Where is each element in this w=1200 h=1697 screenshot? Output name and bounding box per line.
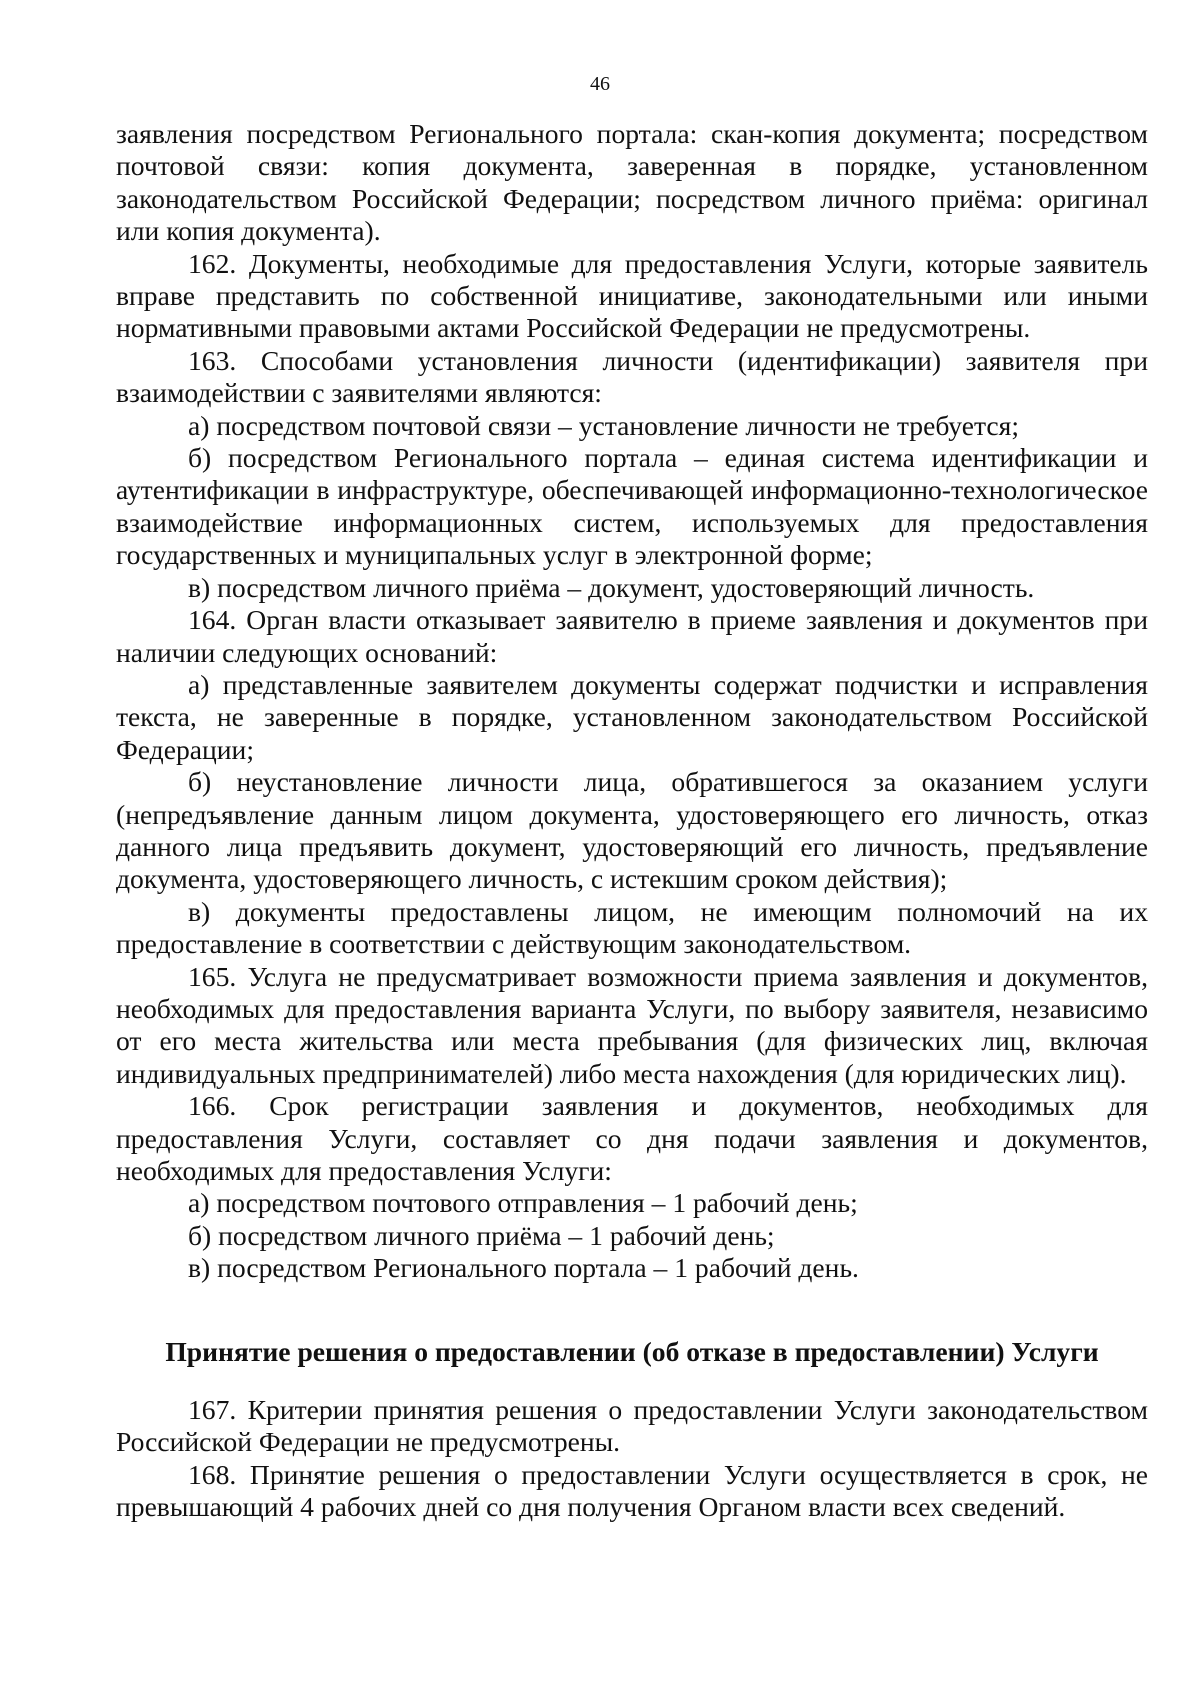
section-heading: Принятие решения о предоставлении (об отказе в предоставлении) Услуги — [165, 1335, 1099, 1367]
paragraph: 163. Способами установления личности (идентификации) заявителя при взаимодействии с заявителями являются: — [116, 344, 1148, 409]
paragraph: 168. Принятие решения о предоставлении Услуги осуществляется в срок, не превышающий 4 рабочих дней со дня получения Органом власти всех сведений. — [116, 1458, 1148, 1523]
paragraph: а) посредством почтовой связи – установление личности не требуется; — [188, 409, 1019, 441]
paragraph: б) неустановление личности лица, обратившегося за оказанием услуги (непредъявление данным лицом документа, удостоверяющего его личность, отказ данного лица предъявить документ, удостоверяющий его личность, предъявление документа, удостоверяющего личность, с истекшим сроком действия); — [116, 766, 1148, 895]
paragraphs-after-heading — [116, 1394, 1148, 1524]
paragraph: 165. Услуга не предусматривает возможности приема заявления и документов, необходимых для предоставления варианта Услуги, по выбору заявителя, независимо от его места жительства или места пребывания (для физических лиц, включая индивидуальных предпринимателей) либо места нахождения (для юридических лиц). — [116, 960, 1148, 1089]
paragraph: 167. Критерии принятия решения о предоставлении Услуги законодательством Российской Федерации не предусмотрены. — [116, 1394, 1148, 1458]
document-body — [116, 118, 1148, 1524]
paragraph: 164. Орган власти отказывает заявителю в приеме заявления и документов при наличии следующих оснований: — [116, 604, 1148, 668]
paragraph: в) посредством Регионального портала – 1 рабочий день. — [188, 1252, 859, 1284]
paragraphs-before-heading — [116, 118, 1148, 1285]
paragraph: 162. Документы, необходимые для предоставления Услуги, которые заявитель вправе представить по собственной инициативе, законодательными или иными нормативными правовыми актами Российской Федерации не предусмотрены. — [116, 247, 1148, 344]
paragraph: а) посредством почтового отправления – 1 рабочий день; — [188, 1187, 858, 1219]
paragraph: б) посредством личного приёма – 1 рабочий день; — [188, 1219, 775, 1251]
paragraph: 166. Срок регистрации заявления и документов, необходимых для предоставления Услуги, составляет со дня подачи заявления и документов, необходимых для предоставления Услуги: — [116, 1090, 1148, 1186]
paragraph: в) документы предоставлены лицом, не имеющим полномочий на их предоставление в соответствии с действующим законодательством. — [116, 895, 1148, 960]
paragraph: б) посредством Регионального портала – единая система идентификации и аутентификации в инфраструктуре, обеспечивающей информационно-технологическое взаимодействие информационных систем, используемых для предоставления государственных и муниципальных услуг в электронной форме; — [116, 442, 1148, 571]
paragraph: в) посредством личного приёма – документ, удостоверяющий личность. — [188, 571, 1035, 603]
paragraph: заявления посредством Регионального портала: скан-копия документа; посредством почтовой связи: копия документа, заверенная в порядке, установленном законодательством Российской Федерации; посредством личного приёма: оригинал или копия документа). — [116, 118, 1148, 247]
paragraph: а) представленные заявителем документы содержат подчистки и исправления текста, не заверенные в порядке, установленном законодательством Российской Федерации; — [116, 668, 1148, 765]
page-number: 46 — [590, 73, 610, 95]
